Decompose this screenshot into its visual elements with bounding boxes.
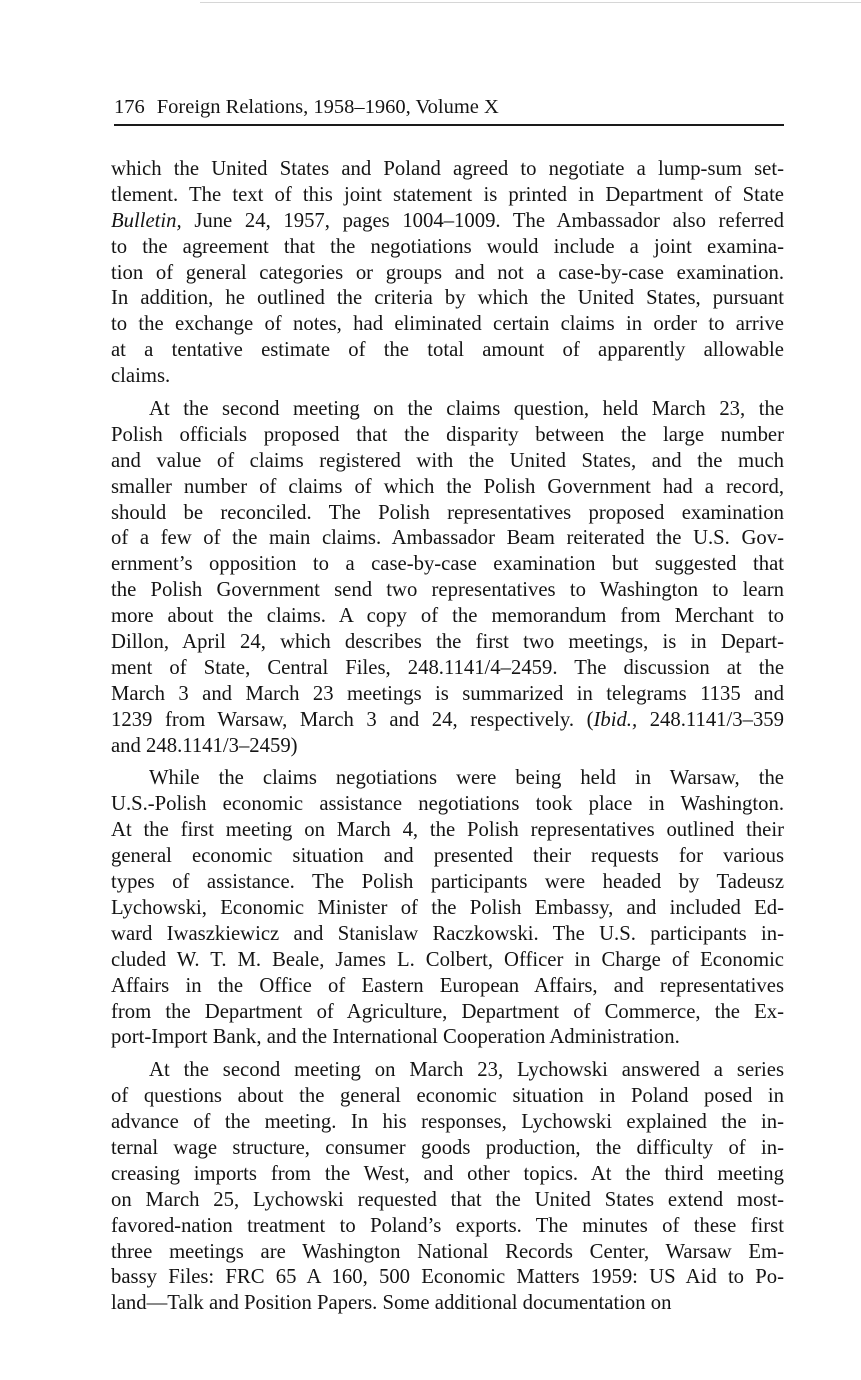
paragraph-gap [111, 390, 784, 397]
text-line: and value of claims registered with the United States, and the much [111, 449, 784, 472]
text-line: tlement. The text of this joint statement is printed in Department of State [111, 183, 784, 206]
italic-reference: Ibid., [593, 708, 638, 731]
text-line: and 248.1141/3–2459) [111, 734, 298, 757]
text-line: smaller number of claims of which the Polish Government had a record, [111, 475, 784, 498]
page-number: 176 [114, 96, 145, 118]
text-line: At the first meeting on March 4, the Polish representatives outlined their [111, 819, 784, 842]
text-line: should be reconciled. The Polish representatives proposed examination [111, 501, 784, 524]
paragraph [111, 397, 784, 759]
text-fragment: 248.1141/3–359 [637, 708, 784, 731]
text-fragment: 1239 from Warsaw, March 3 and 24, respectively. ( [111, 708, 594, 731]
text-line: tion of general categories or groups and not a case-by-case examination. [111, 261, 784, 284]
text-line: from the Department of Agriculture, Department of Commerce, the Ex- [111, 1000, 784, 1023]
paragraph-gap [111, 759, 784, 766]
text-line [111, 209, 784, 235]
text-line: ment of State, Central Files, 248.1141/4–2459. The discussion at the [111, 656, 784, 679]
text-line: advance of the meeting. In his responses, Lychowski explained the in- [111, 1111, 784, 1134]
text-line: at a tentative estimate of the total amount of apparently allowable [111, 339, 784, 362]
text-line: land—Talk and Position Papers. Some additional documentation on [111, 1292, 672, 1315]
text-line: general economic situation and presented their requests for various [111, 845, 784, 868]
paragraph [111, 157, 784, 390]
text-line: ernment’s opposition to a case-by-case examination but suggested that [111, 553, 784, 576]
running-header [114, 93, 784, 121]
text-line: claims. [111, 365, 171, 388]
text-line: At the second meeting on the claims question, held March 23, the [149, 398, 784, 421]
text-line: Lychowski, Economic Minister of the Polish Embassy, and included Ed- [111, 896, 784, 919]
paragraph [111, 766, 784, 1051]
text-line: three meetings are Washington National Records Center, Warsaw Em- [111, 1240, 784, 1263]
body-text [111, 157, 784, 1317]
paragraph [111, 1058, 784, 1317]
text-line: types of assistance. The Polish participants were headed by Tadeusz [111, 871, 784, 894]
text-line: to the exchange of notes, had eliminated certain claims in order to arrive [111, 313, 784, 336]
text-line: of a few of the main claims. Ambassador Beam reiterated the U.S. Gov- [111, 527, 784, 550]
text-line: March 3 and March 23 meetings is summarized in telegrams 1135 and [111, 682, 784, 705]
paragraph-gap [111, 1051, 784, 1058]
text-fragment: June 24, 1957, pages 1004–1009. The Ambassador also referred [181, 209, 784, 232]
text-line: port-Import Bank, and the International Cooperation Administration. [111, 1026, 680, 1049]
header-rule [114, 124, 784, 126]
text-line: At the second meeting on March 23, Lychowski answered a series [149, 1059, 784, 1082]
text-line: the Polish Government send two representatives to Washington to learn [111, 579, 784, 602]
text-line: to the agreement that the negotiations would include a joint examina- [111, 235, 784, 258]
text-line: In addition, he outlined the criteria by which the United States, pursuant [111, 287, 784, 310]
text-line: U.S.-Polish economic assistance negotiations took place in Washington. [111, 793, 784, 816]
text-line: ternal wage structure, consumer goods production, the difficulty of in- [111, 1136, 784, 1159]
text-line: on March 25, Lychowski requested that the United States extend most- [111, 1188, 784, 1211]
text-line: which the United States and Poland agreed to negotiate a lump-sum set- [111, 158, 784, 180]
running-title: Foreign Relations, 1958–1960, Volume X [156, 96, 499, 118]
text-line: ward Iwaszkiewicz and Stanislaw Raczkowski. The U.S. participants in- [111, 922, 784, 945]
text-line: Affairs in the Office of Eastern European Affairs, and representatives [111, 974, 784, 997]
text-line: Dillon, April 24, which describes the first two meetings, is in Depart- [111, 631, 784, 654]
text-line: favored-nation treatment to Poland’s exports. The minutes of these first [111, 1214, 784, 1237]
text-line: cluded W. T. M. Beale, James L. Colbert, Officer in Charge of Economic [111, 948, 784, 971]
text-line: of questions about the general economic situation in Poland posed in [111, 1085, 784, 1108]
text-line: Polish officials proposed that the disparity between the large number [111, 423, 784, 446]
top-edge-rule [200, 2, 861, 3]
text-line [111, 708, 784, 734]
text-line: more about the claims. A copy of the memorandum from Merchant to [111, 605, 784, 628]
text-line: bassy Files: FRC 65 A 160, 500 Economic Matters 1959: US Aid to Po- [111, 1266, 784, 1289]
italic-reference: Bulletin, [111, 209, 182, 232]
text-line: While the claims negotiations were being held in Warsaw, the [149, 767, 784, 790]
text-line: creasing imports from the West, and other topics. At the third meeting [111, 1162, 784, 1185]
